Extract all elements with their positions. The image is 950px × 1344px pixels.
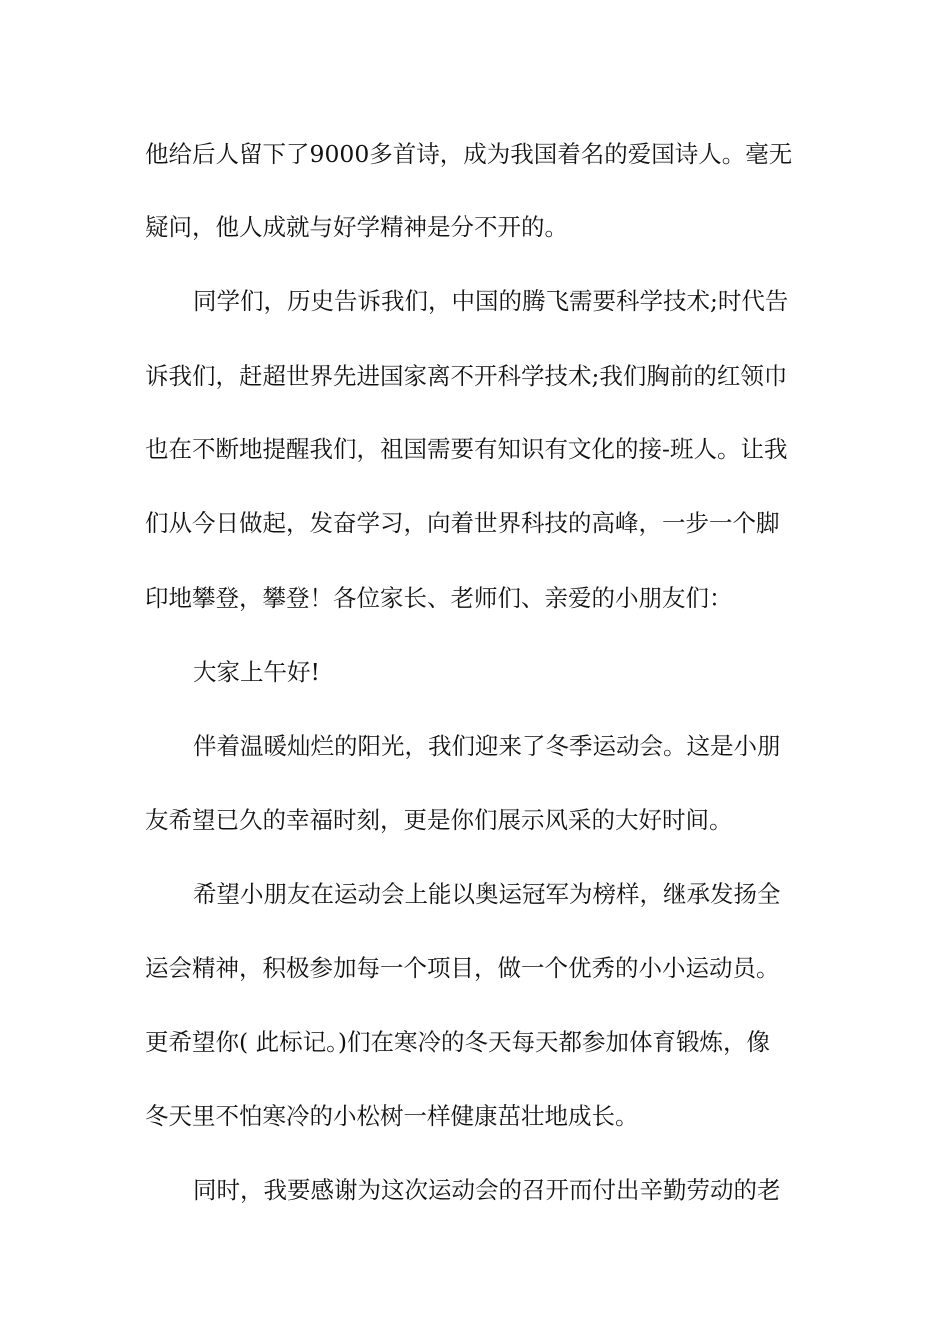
paragraph-start-line: 同时，我要感谢为这次运动会的召开而付出辛勤劳动的老: [193, 1176, 781, 1204]
paragraph-start-line: 同学们，历史告诉我们，中国的腾飞需要科学技术;时代告: [193, 287, 789, 315]
text-line: 疑问，他人成就与好学精神是分不开的。: [145, 213, 568, 241]
text-line: 运会精神，积极参加每一个项目，做一个优秀的小小运动员。: [145, 954, 780, 982]
paragraph-start-line: 伴着温暖灿烂的阳光，我们迎来了冬季运动会。这是小朋: [193, 732, 781, 760]
greeting-line: 大家上午好!: [193, 658, 320, 686]
text-line: 也在不断地提醒我们，祖国需要有知识有文化的接-班人。让我: [145, 435, 788, 463]
text-line: 印地攀登，攀登！各位家长、老师们、亲爱的小朋友们：: [145, 584, 733, 612]
text-line: 冬天里不怕寒冷的小松树一样健康茁壮地成长。: [145, 1102, 639, 1130]
text-line: 他给后人留下了9000多首诗，成为我国着名的爱国诗人。毫无: [145, 140, 793, 168]
paragraph-start-line: 希望小朋友在运动会上能以奥运冠军为榜样，继承发扬全: [193, 880, 781, 908]
text-line: 诉我们，赶超世界先进国家离不开科学技术;我们胸前的红领巾: [145, 362, 788, 390]
text-line: 更希望你( 此标记。)们在寒冷的冬天每天都参加体育锻炼，像: [145, 1028, 771, 1056]
text-line: 友希望已久的幸福时刻，更是你们展示风采的大好时间。: [145, 806, 733, 834]
text-line: 们从今日做起，发奋学习，向着世界科技的高峰，一步一个脚: [145, 509, 780, 537]
